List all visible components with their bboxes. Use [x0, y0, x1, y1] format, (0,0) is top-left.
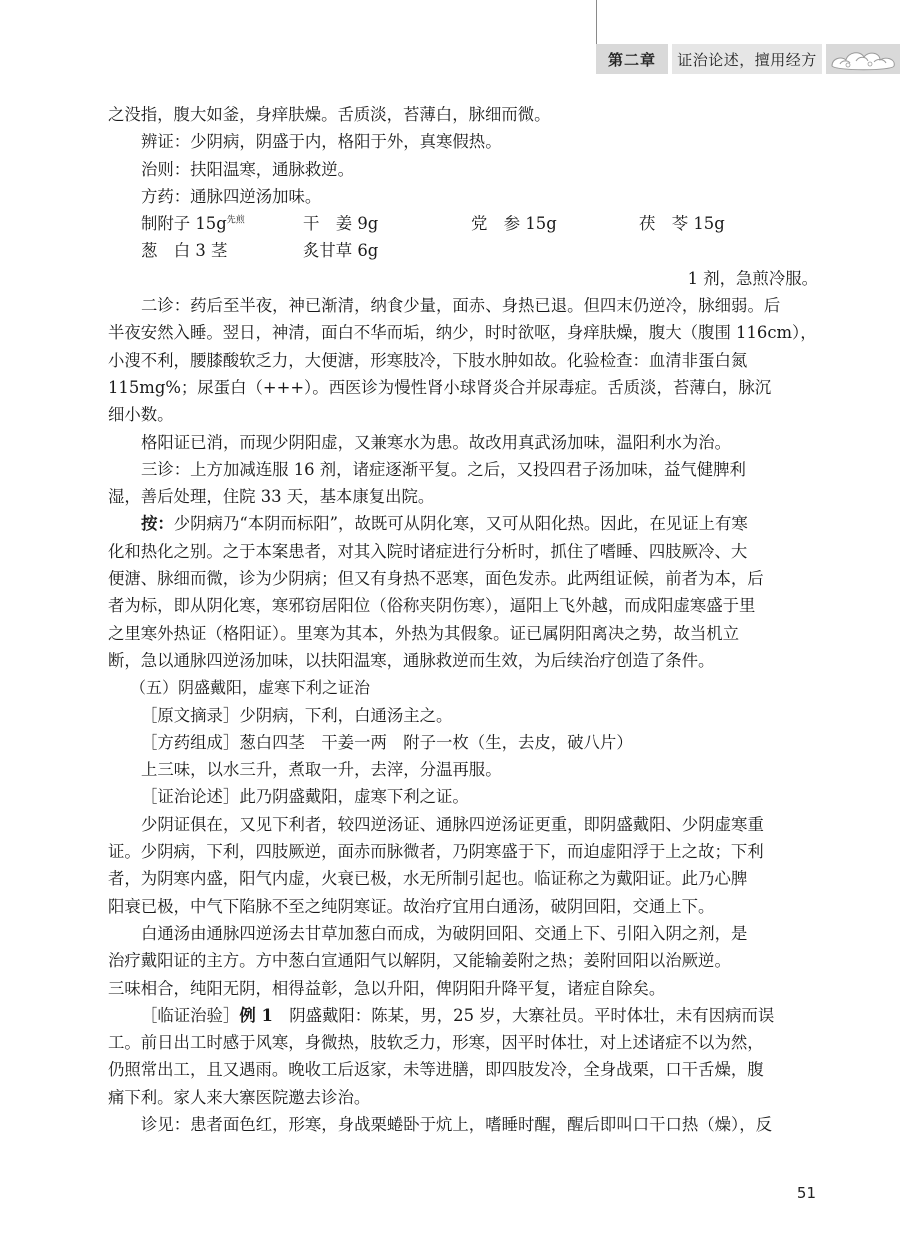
case-tail-line: 之没指，腹大如釜，身痒肤燥。舌质淡，苔薄白，脉细而微。: [108, 105, 551, 124]
erzhen-line: 半夜安然入睡。翌日，神清，面白不华而垢，纳少，时时欲呕，身痒肤燥，腹大（腹围 116cm），: [108, 323, 817, 343]
section-label: 证治论述，擅用经方: [672, 44, 822, 74]
main-text: [108, 101, 818, 1138]
commentary-line: 之里寒外热证（格阳证）。里寒为其本，外热为其假象。证已属阴阳离决之势，故当机立: [108, 623, 740, 643]
erzhen-line: 细小数。: [108, 405, 174, 425]
herb-dangshen: 党 参 15g: [471, 214, 557, 234]
case1-line: 诊见：患者面色红，形寒，身战栗蜷卧于炕上，嗜睡时醒，醒后即叫口干口热（燥），反: [141, 1114, 773, 1134]
erzhen-line: 小溲不利，腰膝酸软乏力，大便溏，形寒肢冷，下肢水肿如故。化验检查：血清非蛋白氮: [108, 350, 748, 370]
herb-gancao: 炙甘草 6g: [303, 241, 379, 261]
commentary-line: 者为标，即从阴化寒，寒邪窃居阳位（俗称夹阴伤寒），逼阳上飞外越，而成阳虚寒盛于里: [108, 596, 756, 616]
fangyao-zucheng-line: ［方药组成］葱白四茎 干姜一两 附子一枚（生，去皮，破八片）: [141, 732, 633, 752]
dosage-line: 1 剂，急煎冷服。: [687, 268, 818, 288]
case1-line: 工。前日出工时感于风寒，身微热，肢软乏力，形寒，因平时体壮，对上述诸症不以为然，: [108, 1033, 764, 1053]
sanzhen-line: 三诊：上方加减连服 16 剂，诸症逐渐平复。之后，又投四君子汤加味，益气健脾利: [141, 459, 746, 479]
case1-label: 例 1: [239, 1005, 273, 1025]
geyang-line: 格阳证已消，而现少阴阳虚，又兼寒水为患。故改用真武汤加味，温阳利水为治。: [141, 432, 732, 452]
case1-prefix: ［临证治验］: [141, 1005, 240, 1025]
commentary-label: 按：: [141, 514, 174, 534]
shaoyin-para-line: 少阴证俱在，又见下利者，较四逆汤证、通脉四逆汤证更重，即阴盛戴阳、少阴虚寒重: [141, 814, 764, 834]
shaoyin-para-line: 阳衰已极，中气下陷脉不至之纯阴寒证。故治疗宜用白通汤，破阴回阳，交通上下。: [108, 896, 715, 916]
case1-line: 仍照常出工，且又遇雨。晚收工后返家，未等进膳，即四肢发冷，全身战栗，口干舌燥，腹: [108, 1060, 764, 1080]
herb-row-2: [108, 237, 818, 264]
fangyao-line: 方药：通脉四逆汤加味。: [141, 186, 322, 206]
case1-line: 痛下利。家人来大寨医院邀去诊治。: [108, 1087, 371, 1107]
commentary-line: 便溏、脉细而微，诊为少阴病；但又有身热不恶寒，面色发赤。此两组证候，前者为本，后: [108, 569, 764, 589]
bianzheng-line: 辨证：少阴病，阴盛于内，格阳于外，真寒假热。: [141, 132, 502, 152]
baitong-para-line: 白通汤由通脉四逆汤去甘草加葱白而成，为破阴回阳、交通上下、引阳入阴之剂，是: [141, 923, 748, 943]
case1-line: ［临证治验］例 1 阴盛戴阳：陈某，男，25 岁，大寨社员。平时体壮，未有因病而误: [141, 1005, 775, 1025]
cloud-ornament-icon: [826, 44, 900, 74]
herb-congbai: 葱 白 3 茎: [141, 241, 228, 261]
herb-row-1: [108, 210, 818, 237]
herb-ganjiang: 干 姜 9g: [303, 214, 379, 234]
page-number: 51: [796, 1184, 816, 1202]
herb-note: 先煎: [226, 215, 245, 226]
commentary-line: 断，急以通脉四逆汤加味，以扶阳温寒，通脉救逆而生效，为后续治疗创造了条件。: [108, 650, 715, 670]
running-header: [596, 44, 900, 74]
shaoyin-para-line: 证。少阴病，下利，四肢厥逆，面赤而脉微者，乃阴寒盛于下，而迫虚阳浮于上之故；下利: [108, 842, 764, 862]
section-heading: （五）阴盛戴阳，虚寒下利之证治: [130, 678, 371, 698]
sanzhen-line: 湿，善后处理，住院 33 天，基本康复出院。: [108, 487, 435, 507]
zhifa-line: 上三味，以水三升，煮取一升，去滓，分温再服。: [141, 760, 502, 780]
shaoyin-para-line: 者，为阴寒内盛，阳气内虚，火衰已极，水无所制引起也。临证称之为戴阳证。此乃心脾: [108, 869, 748, 889]
baitong-para-line: 三味相合，纯阳无阴，相得益彰，急以升阳，俾阴阳升降平复，诸症自除矣。: [108, 978, 666, 998]
commentary-line: 按：少阴病乃“本阴而标阳”，故既可从阴化寒，又可从阳化热。因此，在见证上有寒: [141, 514, 748, 534]
zhize-line: 治则：扶阳温寒，通脉救逆。: [141, 159, 355, 179]
erzhen-line: 115mg%；尿蛋白（+++）。西医诊为慢性肾小球肾炎合并尿毒症。舌质淡，苔薄白，脉沉: [108, 377, 772, 397]
yuanwen-line: ［原文摘录］少阴病，下利，白通汤主之。: [141, 705, 453, 725]
lunshu-line: ［证治论述］此乃阴盛戴阳，虚寒下利之证。: [141, 787, 469, 807]
baitong-para-line: 治疗戴阳证的主方。方中葱白宣通阳气以解阴，又能输姜附之热；姜附回阳以治厥逆。: [108, 951, 731, 971]
commentary-line: 化和热化之别。之于本案患者，对其入院时诸症进行分析时，抓住了嗜睡、四肢厥冷、大: [108, 541, 748, 561]
chapter-label: 第二章: [596, 44, 668, 74]
herb-fuzi: 制附子 $15g^{先煎}$: [141, 214, 245, 234]
erzhen-line: 二诊：药后至半夜，神已渐清，纳食少量，面赤、身热已退。但四末仍逆冷，脉细弱。后: [141, 296, 781, 316]
herb-fuling: 茯 苓 15g: [639, 214, 725, 234]
